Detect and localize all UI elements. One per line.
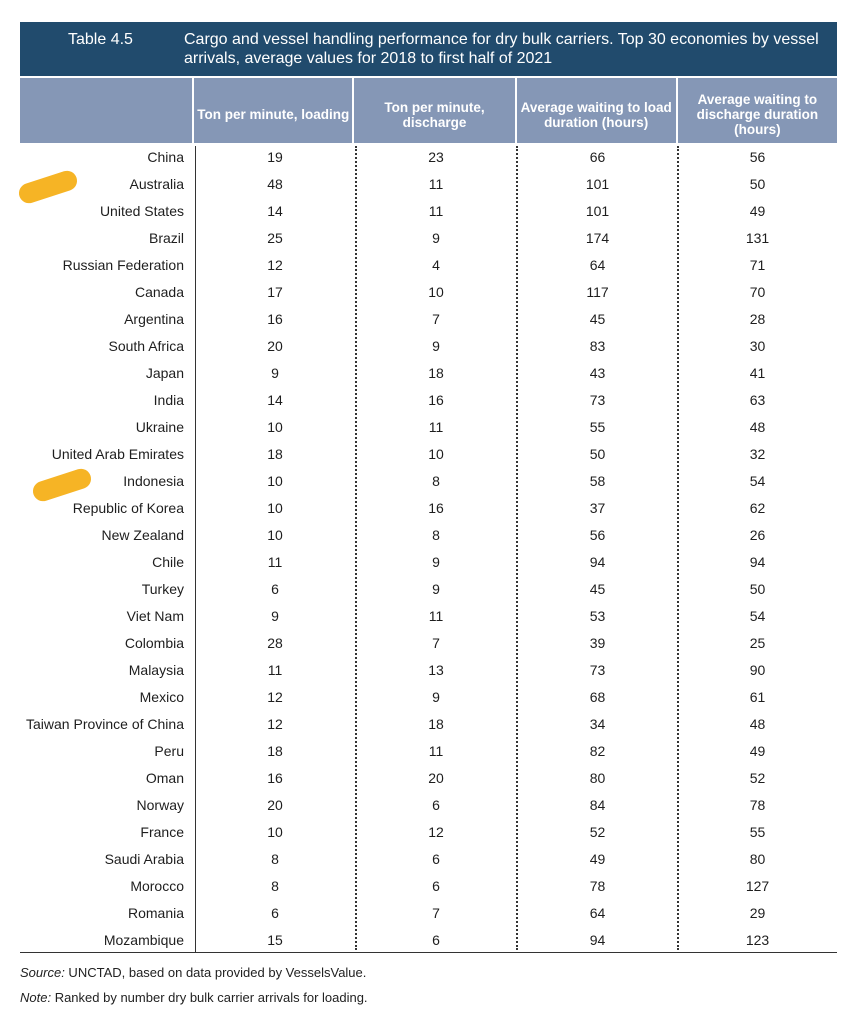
table-row xyxy=(20,440,837,467)
loading-cell: 9 xyxy=(271,607,279,624)
source-line xyxy=(20,965,366,980)
table-row xyxy=(20,548,837,575)
economy-cell: Colombia xyxy=(124,634,184,651)
wait-discharge-cell: 127 xyxy=(745,877,770,894)
loading-cell: 20 xyxy=(267,337,283,354)
discharge-cell: 23 xyxy=(428,148,444,165)
economy-cell: Malaysia xyxy=(128,661,184,678)
wait-discharge-cell: 30 xyxy=(749,337,766,354)
loading-cell: 16 xyxy=(267,769,283,786)
table-header-row xyxy=(20,78,837,143)
wait-discharge-cell: 48 xyxy=(749,418,766,435)
discharge-cell: 13 xyxy=(428,661,444,678)
loading-cell: 12 xyxy=(267,715,283,732)
wait-discharge-cell: 71 xyxy=(749,256,766,273)
header-loading: Ton per minute, loading xyxy=(194,78,352,143)
wait-load-cell: 64 xyxy=(589,256,606,273)
table-title-bar xyxy=(20,22,837,76)
wait-load-cell: 58 xyxy=(589,472,606,489)
economy-cell: India xyxy=(153,391,184,408)
discharge-cell: 18 xyxy=(428,715,444,732)
loading-cell: 18 xyxy=(267,742,283,759)
wait-load-cell: 68 xyxy=(589,688,606,705)
economy-cell: Turkey xyxy=(141,580,184,597)
wait-load-cell: 37 xyxy=(589,499,606,516)
loading-cell: 18 xyxy=(267,445,283,462)
wait-load-cell: 83 xyxy=(589,337,606,354)
loading-cell: 9 xyxy=(271,364,279,381)
wait-load-cell: 55 xyxy=(589,418,606,435)
discharge-cell: 12 xyxy=(428,823,444,840)
economy-cell: Ukraine xyxy=(135,418,184,435)
discharge-cell: 6 xyxy=(432,850,440,867)
wait-discharge-cell: 131 xyxy=(745,229,770,246)
table-row xyxy=(20,143,837,170)
loading-cell: 10 xyxy=(267,418,283,435)
economy-cell: Chile xyxy=(152,553,184,570)
table-row xyxy=(20,683,837,710)
table-row xyxy=(20,926,837,953)
economy-cell: France xyxy=(140,823,184,840)
wait-load-cell: 101 xyxy=(585,175,610,192)
wait-load-cell: 82 xyxy=(589,742,606,759)
wait-load-cell: 43 xyxy=(589,364,606,381)
economy-cell: Australia xyxy=(129,175,184,192)
discharge-cell: 9 xyxy=(432,553,440,570)
loading-cell: 8 xyxy=(271,877,279,894)
note-label: Note: xyxy=(20,990,52,1005)
discharge-cell: 6 xyxy=(432,796,440,813)
economy-cell: Mozambique xyxy=(103,931,184,948)
economy-cell: United States xyxy=(99,202,184,219)
table-row xyxy=(20,710,837,737)
table-row xyxy=(20,359,837,386)
wait-discharge-cell: 52 xyxy=(749,769,766,786)
loading-cell: 11 xyxy=(267,553,283,570)
economy-cell: Oman xyxy=(145,769,184,786)
table-row xyxy=(20,737,837,764)
table-row xyxy=(20,413,837,440)
table-body xyxy=(20,143,837,953)
economy-cell: Romania xyxy=(127,904,184,921)
table-row xyxy=(20,251,837,278)
economy-cell: Peru xyxy=(154,742,184,759)
table-number: Table 4.5 xyxy=(68,31,133,48)
discharge-cell: 11 xyxy=(428,175,444,192)
wait-load-cell: 73 xyxy=(589,661,606,678)
loading-cell: 28 xyxy=(267,634,283,651)
wait-discharge-cell: 49 xyxy=(749,202,766,219)
wait-load-cell: 53 xyxy=(589,607,606,624)
table-row xyxy=(20,467,837,494)
table-bottom-rule xyxy=(20,952,837,953)
discharge-cell: 9 xyxy=(432,580,440,597)
wait-discharge-cell: 50 xyxy=(749,580,766,597)
wait-discharge-cell: 50 xyxy=(749,175,766,192)
wait-discharge-cell: 70 xyxy=(749,283,766,300)
discharge-cell: 11 xyxy=(428,607,444,624)
economy-cell: China xyxy=(147,148,184,165)
header-wait-discharge: Average waiting to discharge duration (hours) xyxy=(678,78,837,143)
wait-load-cell: 117 xyxy=(586,283,609,300)
wait-discharge-cell: 56 xyxy=(749,148,766,165)
wait-discharge-cell: 41 xyxy=(749,364,766,381)
loading-cell: 10 xyxy=(267,526,283,543)
wait-discharge-cell: 63 xyxy=(749,391,766,408)
discharge-cell: 4 xyxy=(432,256,440,273)
loading-cell: 25 xyxy=(267,229,283,246)
header-economy xyxy=(20,78,192,143)
loading-cell: 8 xyxy=(271,850,279,867)
discharge-cell: 16 xyxy=(428,391,444,408)
discharge-cell: 6 xyxy=(432,877,440,894)
discharge-cell: 8 xyxy=(432,472,440,489)
wait-load-cell: 66 xyxy=(589,148,606,165)
table-row xyxy=(20,521,837,548)
table-row xyxy=(20,629,837,656)
economy-cell: Saudi Arabia xyxy=(104,850,184,867)
table-row xyxy=(20,602,837,629)
table-row xyxy=(20,305,837,332)
table-row xyxy=(20,575,837,602)
economy-cell: Republic of Korea xyxy=(72,499,184,516)
wait-load-cell: 56 xyxy=(589,526,606,543)
discharge-cell: 11 xyxy=(428,202,444,219)
discharge-cell: 7 xyxy=(432,634,440,651)
wait-load-cell: 94 xyxy=(589,553,606,570)
loading-cell: 6 xyxy=(271,580,279,597)
loading-cell: 10 xyxy=(267,499,283,516)
wait-load-cell: 174 xyxy=(585,229,610,246)
wait-discharge-cell: 29 xyxy=(749,904,766,921)
wait-load-cell: 45 xyxy=(589,580,606,597)
table-row xyxy=(20,764,837,791)
table-row xyxy=(20,170,837,197)
discharge-cell: 8 xyxy=(432,526,440,543)
table-row xyxy=(20,197,837,224)
economy-cell: Russian Federation xyxy=(62,256,184,273)
discharge-cell: 18 xyxy=(428,364,444,381)
source-text: UNCTAD, based on data provided by VesselsValue. xyxy=(64,965,367,980)
discharge-cell: 11 xyxy=(428,742,444,759)
wait-discharge-cell: 54 xyxy=(749,472,766,489)
loading-cell: 15 xyxy=(267,931,283,948)
wait-discharge-cell: 32 xyxy=(749,445,766,462)
table-row xyxy=(20,278,837,305)
wait-load-cell: 64 xyxy=(589,904,606,921)
discharge-cell: 9 xyxy=(432,337,440,354)
loading-cell: 19 xyxy=(267,148,283,165)
wait-load-cell: 101 xyxy=(585,202,610,219)
note-text: Ranked by number dry bulk carrier arrivals for loading. xyxy=(51,990,368,1005)
wait-load-cell: 39 xyxy=(589,634,606,651)
economy-cell: Mexico xyxy=(139,688,184,705)
loading-cell: 20 xyxy=(267,796,283,813)
discharge-cell: 10 xyxy=(428,283,444,300)
wait-load-cell: 50 xyxy=(589,445,606,462)
source-label: Source: xyxy=(20,965,65,980)
economy-cell: South Africa xyxy=(108,337,184,354)
table-row xyxy=(20,386,837,413)
table-row xyxy=(20,872,837,899)
wait-load-cell: 80 xyxy=(589,769,606,786)
economy-cell: Brazil xyxy=(148,229,184,246)
economy-cell: Japan xyxy=(145,364,184,381)
economy-cell: New Zealand xyxy=(101,526,184,543)
discharge-cell: 20 xyxy=(428,769,444,786)
discharge-cell: 6 xyxy=(432,931,440,948)
economy-cell: Indonesia xyxy=(123,472,184,489)
economy-cell: Canada xyxy=(134,283,184,300)
table-row xyxy=(20,494,837,521)
wait-load-cell: 34 xyxy=(589,715,606,732)
discharge-cell: 9 xyxy=(432,688,440,705)
wait-load-cell: 78 xyxy=(589,877,606,894)
loading-cell: 16 xyxy=(267,310,283,327)
wait-discharge-cell: 78 xyxy=(749,796,766,813)
loading-cell: 14 xyxy=(267,202,283,219)
wait-discharge-cell: 123 xyxy=(745,931,770,948)
discharge-cell: 10 xyxy=(428,445,444,462)
wait-discharge-cell: 62 xyxy=(749,499,766,516)
loading-cell: 12 xyxy=(267,688,283,705)
economy-cell: Viet Nam xyxy=(126,607,184,624)
wait-load-cell: 52 xyxy=(589,823,606,840)
wait-discharge-cell: 94 xyxy=(749,553,766,570)
discharge-cell: 16 xyxy=(428,499,444,516)
loading-cell: 6 xyxy=(271,904,279,921)
wait-discharge-cell: 28 xyxy=(749,310,766,327)
loading-cell: 17 xyxy=(267,283,283,300)
wait-discharge-cell: 80 xyxy=(749,850,766,867)
loading-cell: 10 xyxy=(267,823,283,840)
wait-discharge-cell: 61 xyxy=(749,688,766,705)
wait-discharge-cell: 26 xyxy=(749,526,766,543)
discharge-cell: 11 xyxy=(428,418,444,435)
loading-cell: 14 xyxy=(267,391,283,408)
table-title: Cargo and vessel handling performance for dry bulk carriers. Top 30 economies by vessel arrivals, average values for 2018 to first half of 2021 xyxy=(184,31,819,67)
wait-discharge-cell: 48 xyxy=(749,715,766,732)
wait-load-cell: 94 xyxy=(589,931,606,948)
wait-load-cell: 84 xyxy=(589,796,606,813)
economy-cell: United Arab Emirates xyxy=(51,445,184,462)
wait-discharge-cell: 55 xyxy=(749,823,766,840)
economy-cell: Morocco xyxy=(130,877,184,894)
loading-cell: 11 xyxy=(267,661,283,678)
wait-discharge-cell: 49 xyxy=(749,742,766,759)
economy-cell: Argentina xyxy=(124,310,184,327)
note-line xyxy=(20,990,368,1005)
wait-discharge-cell: 54 xyxy=(749,607,766,624)
header-discharge: Ton per minute, discharge xyxy=(354,78,514,143)
loading-cell: 10 xyxy=(267,472,283,489)
discharge-cell: 7 xyxy=(432,904,440,921)
wait-discharge-cell: 90 xyxy=(749,661,766,678)
wait-discharge-cell: 25 xyxy=(749,634,766,651)
table-row xyxy=(20,791,837,818)
economy-cell: Norway xyxy=(136,796,184,813)
discharge-cell: 7 xyxy=(432,310,440,327)
loading-cell: 48 xyxy=(267,175,283,192)
loading-cell: 12 xyxy=(267,256,283,273)
table-row xyxy=(20,818,837,845)
table-row xyxy=(20,899,837,926)
table-row xyxy=(20,656,837,683)
economy-cell: Taiwan Province of China xyxy=(26,715,184,732)
wait-load-cell: 49 xyxy=(589,850,606,867)
discharge-cell: 9 xyxy=(432,229,440,246)
table-row xyxy=(20,224,837,251)
wait-load-cell: 45 xyxy=(589,310,606,327)
table-row xyxy=(20,332,837,359)
table-row xyxy=(20,845,837,872)
header-wait-load: Average waiting to load duration (hours) xyxy=(517,78,676,143)
wait-load-cell: 73 xyxy=(589,391,606,408)
